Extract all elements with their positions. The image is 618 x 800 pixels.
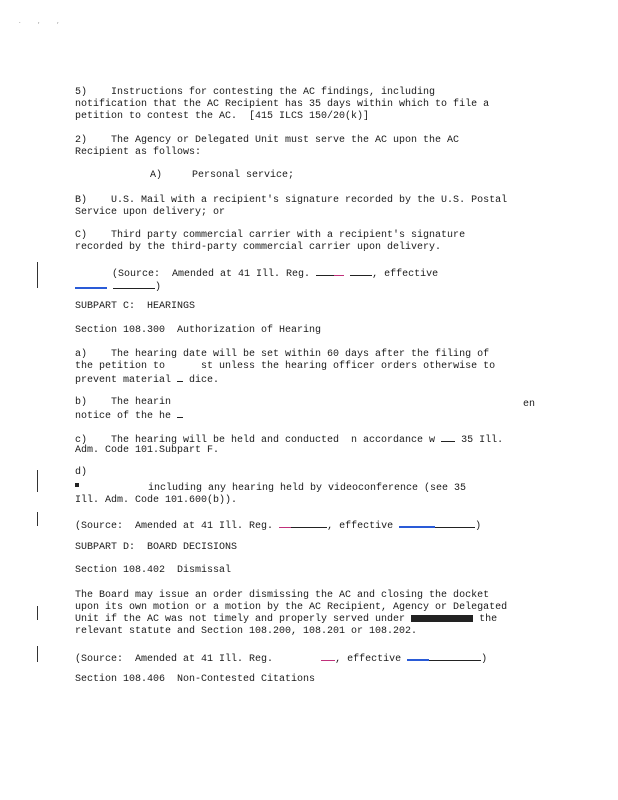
blank-reg-mark (279, 519, 291, 528)
subpart-c-heading: SUBPART C: HEARINGS (75, 301, 196, 312)
blank-reg-mark (334, 267, 344, 276)
blank-date-2 (429, 652, 481, 661)
para-2-line-1: 2) The Agency or Delegated Unit must serve the AC upon the AC (75, 135, 460, 146)
para-a-line-2 (75, 361, 495, 373)
source-close: ) (475, 521, 482, 532)
para-5-line-1: 5) Instructions for contesting the AC findings, including (75, 87, 436, 98)
source-prefix: (Source: Amended at 41 Ill. Reg. (75, 654, 274, 665)
dismissal-line-2: upon its own motion or a motion by the AC Recipient, Agency or Delegated (75, 602, 508, 613)
source-note-1-cont (75, 279, 161, 294)
dismissal-line-4: relevant statute and Section 108.200, 108.201 or 108.202. (75, 626, 418, 637)
para-b-line-2 (75, 409, 183, 423)
blank-date (75, 279, 107, 289)
source-close: ) (155, 282, 162, 293)
item-b-line-1: B) U.S. Mail with a recipient's signature recorded by the U.S. Postal (75, 195, 508, 206)
source-effective: , effective (335, 654, 402, 665)
para-a-line-3a: prevent material (75, 375, 172, 386)
para-c-line-1a: c) The hearing will be held and conducted n accordance w (75, 435, 436, 446)
blank-date (407, 651, 429, 661)
dismissal-line-3 (75, 614, 497, 626)
para-5-line-3: petition to contest the AC. [415 ILCS 150/20(k)] (75, 111, 370, 122)
item-b-line-2: Service upon delivery; or (75, 207, 226, 218)
blank-date (399, 518, 435, 528)
scan-noise: . , , (18, 18, 67, 25)
para-c-line-2: Adm. Code 101.Subpart F. (75, 445, 220, 456)
para-2-line-2: Recipient as follows: (75, 147, 202, 158)
para-a-line-1: a) The hearing date will be set within 60 days after the filing of (75, 349, 490, 360)
para-a-line-2a: the petition to (75, 361, 166, 372)
blank-reg-mark (321, 652, 335, 661)
para-c-line-1b: 35 Ill. (461, 435, 504, 446)
para-a-line-3 (75, 373, 219, 387)
revision-bar (37, 512, 38, 526)
source-close: ) (481, 654, 488, 665)
redaction-block (411, 615, 473, 622)
source-prefix: (Source: Amended at 41 Ill. Reg. (112, 269, 311, 280)
blank-date-2 (435, 519, 475, 528)
source-note-3 (75, 651, 487, 666)
source-effective: , effective (327, 521, 394, 532)
revision-bar (37, 646, 38, 662)
blank-reg (316, 267, 334, 276)
section-406-heading: Section 108.406 Non-Contested Citations (75, 674, 316, 685)
scan-speck (75, 483, 79, 487)
blank-fragment-b (177, 409, 183, 418)
revision-bar (37, 606, 38, 620)
section-300-heading: Section 108.300 Authorization of Hearing (75, 325, 322, 336)
source-note-2 (75, 518, 481, 533)
blank-fragment-c (441, 433, 455, 442)
para-a-line-2b: st unless the hearing officer orders otherwise to (201, 361, 496, 372)
section-402-heading: Section 108.402 Dismissal (75, 565, 232, 576)
blank-reg-page (350, 267, 372, 276)
blank-reg (291, 519, 327, 528)
para-b-line-1: b) The hearin (75, 397, 172, 408)
dismissal-line-3a: Unit if the AC was not timely and properly served under (75, 614, 406, 625)
dismissal-line-3b: the (479, 614, 498, 625)
para-5-line-2: notification that the AC Recipient has 35 days within which to file a (75, 99, 490, 110)
para-a-line-3b: dice. (189, 375, 220, 386)
revision-bar (37, 470, 38, 492)
blank-date-2 (113, 280, 155, 289)
item-c-line-1: C) Third party commercial carrier with a recipient's signature (75, 230, 466, 241)
para-d-line-3: Ill. Adm. Code 101.600(b)). (75, 495, 238, 506)
para-d-line-1: d) (75, 467, 88, 478)
para-b-line-2a: notice of the he (75, 411, 172, 422)
source-prefix: (Source: Amended at 41 Ill. Reg. (75, 521, 274, 532)
blank-fragment (177, 373, 183, 382)
item-c-line-2: recorded by the third-party commercial carrier upon delivery. (75, 242, 442, 253)
item-a: A) Personal service; (150, 170, 295, 181)
source-effective: , effective (372, 269, 439, 280)
revision-bar (37, 262, 38, 288)
para-b-line-1-end: en (523, 399, 536, 410)
dismissal-line-1: The Board may issue an order dismissing the AC and closing the docket (75, 590, 490, 601)
subpart-d-heading: SUBPART D: BOARD DECISIONS (75, 542, 238, 553)
para-d-line-2: including any hearing held by videoconference (see 35 (148, 483, 467, 494)
